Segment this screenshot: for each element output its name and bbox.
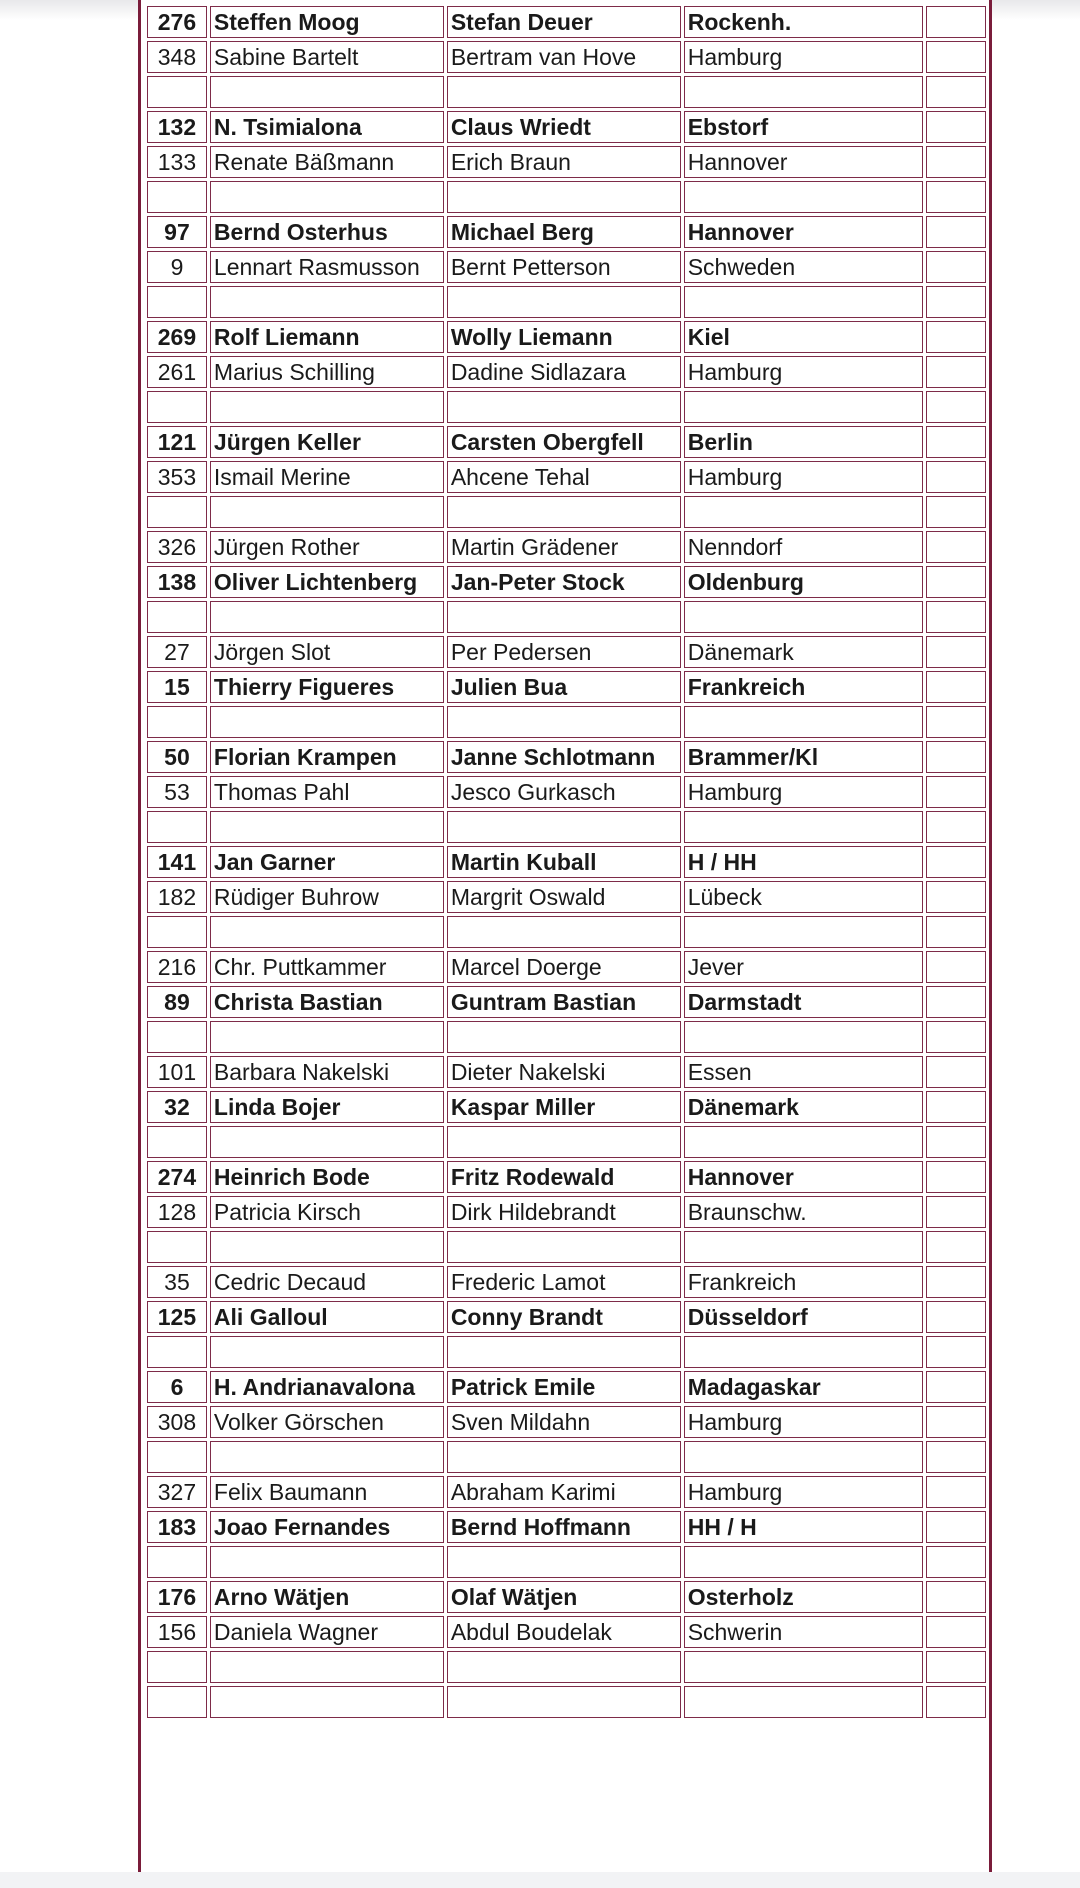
player-one-cell: Florian Krampen — [210, 741, 444, 773]
player-one-cell: Barbara Nakelski — [210, 1056, 444, 1088]
start-number-cell: 128 — [147, 1196, 207, 1228]
spacer-row — [147, 181, 986, 213]
club-cell: Oldenburg — [684, 566, 924, 598]
result-cell — [926, 146, 986, 178]
club-cell — [684, 391, 924, 423]
result-cell — [926, 1336, 986, 1368]
start-number-cell — [147, 1441, 207, 1473]
player-two-cell — [447, 1126, 681, 1158]
start-number-cell — [147, 601, 207, 633]
result-cell — [926, 811, 986, 843]
player-two-cell: Claus Wriedt — [447, 111, 681, 143]
club-cell — [684, 1546, 924, 1578]
club-cell: Schwerin — [684, 1616, 924, 1648]
player-one-cell: Lennart Rasmusson — [210, 251, 444, 283]
club-cell: H / HH — [684, 846, 924, 878]
start-number-cell: 35 — [147, 1266, 207, 1298]
player-two-cell: Margrit Oswald — [447, 881, 681, 913]
start-number-cell — [147, 1126, 207, 1158]
club-cell: Hamburg — [684, 356, 924, 388]
club-cell — [684, 1231, 924, 1263]
spacer-row — [147, 286, 986, 318]
spacer-row — [147, 1126, 986, 1158]
player-two-cell: Bernd Hoffmann — [447, 1511, 681, 1543]
table-row — [147, 1056, 986, 1088]
spacer-row — [147, 1336, 986, 1368]
player-one-cell: Jürgen Rother — [210, 531, 444, 563]
result-cell — [926, 1686, 986, 1718]
player-one-cell: Chr. Puttkammer — [210, 951, 444, 983]
table-row — [147, 356, 986, 388]
player-one-cell: Jörgen Slot — [210, 636, 444, 668]
player-one-cell — [210, 496, 444, 528]
club-cell: Nenndorf — [684, 531, 924, 563]
player-one-cell: H. Andrianavalona — [210, 1371, 444, 1403]
result-cell — [926, 1266, 986, 1298]
start-number-cell — [147, 1336, 207, 1368]
player-one-cell — [210, 76, 444, 108]
club-cell — [684, 496, 924, 528]
club-cell: Rockenh. — [684, 6, 924, 38]
player-two-cell: Janne Schlotmann — [447, 741, 681, 773]
start-number-cell — [147, 916, 207, 948]
result-cell — [926, 76, 986, 108]
player-one-cell: Marius Schilling — [210, 356, 444, 388]
spacer-row — [147, 1686, 986, 1718]
result-cell — [926, 1546, 986, 1578]
player-two-cell — [447, 1651, 681, 1683]
club-cell: Osterholz — [684, 1581, 924, 1613]
club-cell: Hannover — [684, 216, 924, 248]
result-cell — [926, 1231, 986, 1263]
result-cell — [926, 671, 986, 703]
result-cell — [926, 846, 986, 878]
start-number-cell: 138 — [147, 566, 207, 598]
club-cell — [684, 1651, 924, 1683]
player-one-cell: Patricia Kirsch — [210, 1196, 444, 1228]
result-cell — [926, 356, 986, 388]
spacer-row — [147, 601, 986, 633]
player-two-cell: Conny Brandt — [447, 1301, 681, 1333]
player-two-cell: Carsten Obergfell — [447, 426, 681, 458]
pairings-table — [144, 3, 989, 1721]
club-cell: Jever — [684, 951, 924, 983]
result-cell — [926, 1091, 986, 1123]
start-number-cell — [147, 76, 207, 108]
player-two-cell — [447, 391, 681, 423]
club-cell: Hamburg — [684, 1476, 924, 1508]
player-one-cell — [210, 1021, 444, 1053]
player-two-cell: Dirk Hildebrandt — [447, 1196, 681, 1228]
club-cell: Ebstorf — [684, 111, 924, 143]
table-row — [147, 1511, 986, 1543]
table-row — [147, 111, 986, 143]
result-cell — [926, 1021, 986, 1053]
player-two-cell: Patrick Emile — [447, 1371, 681, 1403]
table-row — [147, 846, 986, 878]
club-cell: Hamburg — [684, 1406, 924, 1438]
player-one-cell — [210, 916, 444, 948]
player-two-cell — [447, 1546, 681, 1578]
club-cell — [684, 1126, 924, 1158]
table-row — [147, 566, 986, 598]
club-cell: Dänemark — [684, 636, 924, 668]
player-two-cell: Fritz Rodewald — [447, 1161, 681, 1193]
table-row — [147, 461, 986, 493]
player-two-cell — [447, 601, 681, 633]
player-two-cell: Bernt Petterson — [447, 251, 681, 283]
player-two-cell: Julien Bua — [447, 671, 681, 703]
result-cell — [926, 461, 986, 493]
result-cell — [926, 1651, 986, 1683]
player-one-cell: Bernd Osterhus — [210, 216, 444, 248]
player-two-cell — [447, 496, 681, 528]
start-number-cell: 326 — [147, 531, 207, 563]
club-cell — [684, 76, 924, 108]
spacer-row — [147, 76, 986, 108]
table-row — [147, 1371, 986, 1403]
spacer-row — [147, 391, 986, 423]
player-one-cell — [210, 391, 444, 423]
spacer-row — [147, 811, 986, 843]
start-number-cell — [147, 1021, 207, 1053]
start-number-cell — [147, 181, 207, 213]
club-cell: Essen — [684, 1056, 924, 1088]
start-number-cell — [147, 1231, 207, 1263]
player-two-cell: Wolly Liemann — [447, 321, 681, 353]
player-two-cell: Dadine Sidlazara — [447, 356, 681, 388]
result-cell — [926, 601, 986, 633]
results-table-frame — [138, 0, 992, 1872]
player-one-cell — [210, 1441, 444, 1473]
table-row — [147, 41, 986, 73]
player-two-cell — [447, 1021, 681, 1053]
result-cell — [926, 916, 986, 948]
player-two-cell — [447, 286, 681, 318]
result-cell — [926, 496, 986, 528]
spacer-row — [147, 1651, 986, 1683]
result-cell — [926, 636, 986, 668]
club-cell: Hannover — [684, 146, 924, 178]
result-cell — [926, 741, 986, 773]
result-cell — [926, 181, 986, 213]
player-one-cell: Jürgen Keller — [210, 426, 444, 458]
player-two-cell: Abraham Karimi — [447, 1476, 681, 1508]
player-one-cell: Rüdiger Buhrow — [210, 881, 444, 913]
result-cell — [926, 531, 986, 563]
club-cell — [684, 1021, 924, 1053]
table-row — [147, 951, 986, 983]
player-one-cell: Rolf Liemann — [210, 321, 444, 353]
result-cell — [926, 286, 986, 318]
player-one-cell: Steffen Moog — [210, 6, 444, 38]
club-cell: Madagaskar — [684, 1371, 924, 1403]
player-one-cell — [210, 286, 444, 318]
spacer-row — [147, 916, 986, 948]
result-cell — [926, 6, 986, 38]
start-number-cell — [147, 1546, 207, 1578]
table-row — [147, 1476, 986, 1508]
club-cell: Frankreich — [684, 671, 924, 703]
club-cell: Hamburg — [684, 41, 924, 73]
player-one-cell: Sabine Bartelt — [210, 41, 444, 73]
player-two-cell — [447, 181, 681, 213]
start-number-cell: 183 — [147, 1511, 207, 1543]
result-cell — [926, 776, 986, 808]
player-one-cell — [210, 1546, 444, 1578]
player-two-cell — [447, 1336, 681, 1368]
player-one-cell: Jan Garner — [210, 846, 444, 878]
player-two-cell: Per Pedersen — [447, 636, 681, 668]
player-one-cell: Joao Fernandes — [210, 1511, 444, 1543]
table-row — [147, 426, 986, 458]
start-number-cell: 9 — [147, 251, 207, 283]
start-number-cell: 308 — [147, 1406, 207, 1438]
start-number-cell: 6 — [147, 1371, 207, 1403]
result-cell — [926, 881, 986, 913]
spacer-row — [147, 1021, 986, 1053]
result-cell — [926, 1616, 986, 1648]
player-two-cell: Guntram Bastian — [447, 986, 681, 1018]
result-cell — [926, 706, 986, 738]
spacer-row — [147, 706, 986, 738]
table-row — [147, 671, 986, 703]
player-one-cell — [210, 811, 444, 843]
start-number-cell — [147, 1651, 207, 1683]
start-number-cell — [147, 706, 207, 738]
player-one-cell: N. Tsimialona — [210, 111, 444, 143]
club-cell: Braunschw. — [684, 1196, 924, 1228]
player-one-cell: Renate Bäßmann — [210, 146, 444, 178]
result-cell — [926, 1161, 986, 1193]
start-number-cell: 269 — [147, 321, 207, 353]
club-cell — [684, 286, 924, 318]
start-number-cell: 141 — [147, 846, 207, 878]
start-number-cell: 182 — [147, 881, 207, 913]
start-number-cell: 276 — [147, 6, 207, 38]
table-row — [147, 1266, 986, 1298]
start-number-cell: 261 — [147, 356, 207, 388]
player-one-cell: Heinrich Bode — [210, 1161, 444, 1193]
table-row — [147, 251, 986, 283]
start-number-cell: 89 — [147, 986, 207, 1018]
player-one-cell: Ismail Merine — [210, 461, 444, 493]
table-row — [147, 216, 986, 248]
start-number-cell: 125 — [147, 1301, 207, 1333]
result-cell — [926, 426, 986, 458]
result-cell — [926, 1126, 986, 1158]
start-number-cell: 156 — [147, 1616, 207, 1648]
start-number-cell: 101 — [147, 1056, 207, 1088]
table-row — [147, 1161, 986, 1193]
table-row — [147, 1196, 986, 1228]
start-number-cell: 53 — [147, 776, 207, 808]
result-cell — [926, 41, 986, 73]
club-cell: Darmstadt — [684, 986, 924, 1018]
table-row — [147, 776, 986, 808]
player-two-cell: Stefan Deuer — [447, 6, 681, 38]
club-cell — [684, 1686, 924, 1718]
club-cell: Kiel — [684, 321, 924, 353]
result-cell — [926, 566, 986, 598]
start-number-cell: 133 — [147, 146, 207, 178]
result-cell — [926, 1581, 986, 1613]
player-two-cell: Jan-Peter Stock — [447, 566, 681, 598]
player-one-cell: Christa Bastian — [210, 986, 444, 1018]
club-cell — [684, 706, 924, 738]
club-cell — [684, 601, 924, 633]
start-number-cell — [147, 391, 207, 423]
player-two-cell: Ahcene Tehal — [447, 461, 681, 493]
player-two-cell — [447, 916, 681, 948]
table-row — [147, 1616, 986, 1648]
player-one-cell — [210, 181, 444, 213]
player-two-cell: Jesco Gurkasch — [447, 776, 681, 808]
player-two-cell: Olaf Wätjen — [447, 1581, 681, 1613]
club-cell: Berlin — [684, 426, 924, 458]
table-row — [147, 881, 986, 913]
player-one-cell: Felix Baumann — [210, 1476, 444, 1508]
player-one-cell — [210, 706, 444, 738]
result-cell — [926, 951, 986, 983]
page-bottom-bar — [0, 1872, 1080, 1888]
player-one-cell: Cedric Decaud — [210, 1266, 444, 1298]
result-cell — [926, 391, 986, 423]
result-cell — [926, 1476, 986, 1508]
club-cell: Frankreich — [684, 1266, 924, 1298]
result-cell — [926, 321, 986, 353]
club-cell: Hannover — [684, 1161, 924, 1193]
club-cell: Hamburg — [684, 776, 924, 808]
start-number-cell: 27 — [147, 636, 207, 668]
start-number-cell — [147, 1686, 207, 1718]
result-cell — [926, 1406, 986, 1438]
player-one-cell: Linda Bojer — [210, 1091, 444, 1123]
table-row — [147, 1091, 986, 1123]
result-cell — [926, 1371, 986, 1403]
start-number-cell: 274 — [147, 1161, 207, 1193]
start-number-cell: 348 — [147, 41, 207, 73]
player-one-cell: Daniela Wagner — [210, 1616, 444, 1648]
result-cell — [926, 986, 986, 1018]
start-number-cell: 353 — [147, 461, 207, 493]
club-cell: HH / H — [684, 1511, 924, 1543]
player-one-cell — [210, 1126, 444, 1158]
player-two-cell: Martin Grädener — [447, 531, 681, 563]
start-number-cell — [147, 496, 207, 528]
start-number-cell: 327 — [147, 1476, 207, 1508]
player-one-cell: Arno Wätjen — [210, 1581, 444, 1613]
start-number-cell — [147, 811, 207, 843]
player-two-cell: Dieter Nakelski — [447, 1056, 681, 1088]
club-cell: Schweden — [684, 251, 924, 283]
club-cell — [684, 1441, 924, 1473]
table-row — [147, 6, 986, 38]
table-row — [147, 531, 986, 563]
pairings-table-body — [147, 6, 986, 1718]
start-number-cell: 216 — [147, 951, 207, 983]
start-number-cell: 50 — [147, 741, 207, 773]
table-row — [147, 636, 986, 668]
start-number-cell: 176 — [147, 1581, 207, 1613]
start-number-cell: 32 — [147, 1091, 207, 1123]
start-number-cell: 97 — [147, 216, 207, 248]
player-two-cell: Kaspar Miller — [447, 1091, 681, 1123]
result-cell — [926, 216, 986, 248]
start-number-cell — [147, 286, 207, 318]
result-cell — [926, 1196, 986, 1228]
result-cell — [926, 251, 986, 283]
player-two-cell — [447, 76, 681, 108]
player-one-cell: Ali Galloul — [210, 1301, 444, 1333]
player-two-cell: Sven Mildahn — [447, 1406, 681, 1438]
start-number-cell: 132 — [147, 111, 207, 143]
spacer-row — [147, 1231, 986, 1263]
player-two-cell: Michael Berg — [447, 216, 681, 248]
player-two-cell — [447, 811, 681, 843]
table-row — [147, 741, 986, 773]
result-cell — [926, 1301, 986, 1333]
table-row — [147, 1301, 986, 1333]
club-cell: Brammer/Kl — [684, 741, 924, 773]
player-two-cell: Bertram van Hove — [447, 41, 681, 73]
spacer-row — [147, 1441, 986, 1473]
player-one-cell: Thierry Figueres — [210, 671, 444, 703]
club-cell: Düsseldorf — [684, 1301, 924, 1333]
player-two-cell: Marcel Doerge — [447, 951, 681, 983]
player-two-cell: Martin Kuball — [447, 846, 681, 878]
result-cell — [926, 1441, 986, 1473]
player-two-cell — [447, 706, 681, 738]
table-row — [147, 146, 986, 178]
player-one-cell — [210, 1231, 444, 1263]
start-number-cell: 121 — [147, 426, 207, 458]
player-one-cell — [210, 1686, 444, 1718]
club-cell: Dänemark — [684, 1091, 924, 1123]
player-two-cell: Frederic Lamot — [447, 1266, 681, 1298]
table-row — [147, 1406, 986, 1438]
club-cell — [684, 181, 924, 213]
player-one-cell: Oliver Lichtenberg — [210, 566, 444, 598]
result-cell — [926, 1511, 986, 1543]
player-two-cell — [447, 1686, 681, 1718]
result-cell — [926, 111, 986, 143]
spacer-row — [147, 496, 986, 528]
club-cell — [684, 916, 924, 948]
player-two-cell: Abdul Boudelak — [447, 1616, 681, 1648]
club-cell — [684, 811, 924, 843]
player-two-cell — [447, 1441, 681, 1473]
club-cell — [684, 1336, 924, 1368]
player-two-cell — [447, 1231, 681, 1263]
result-cell — [926, 1056, 986, 1088]
start-number-cell: 15 — [147, 671, 207, 703]
player-one-cell: Thomas Pahl — [210, 776, 444, 808]
player-one-cell — [210, 1336, 444, 1368]
player-one-cell — [210, 601, 444, 633]
table-row — [147, 986, 986, 1018]
spacer-row — [147, 1546, 986, 1578]
player-one-cell: Volker Görschen — [210, 1406, 444, 1438]
table-row — [147, 1581, 986, 1613]
club-cell: Lübeck — [684, 881, 924, 913]
club-cell: Hamburg — [684, 461, 924, 493]
player-one-cell — [210, 1651, 444, 1683]
table-row — [147, 321, 986, 353]
player-two-cell: Erich Braun — [447, 146, 681, 178]
